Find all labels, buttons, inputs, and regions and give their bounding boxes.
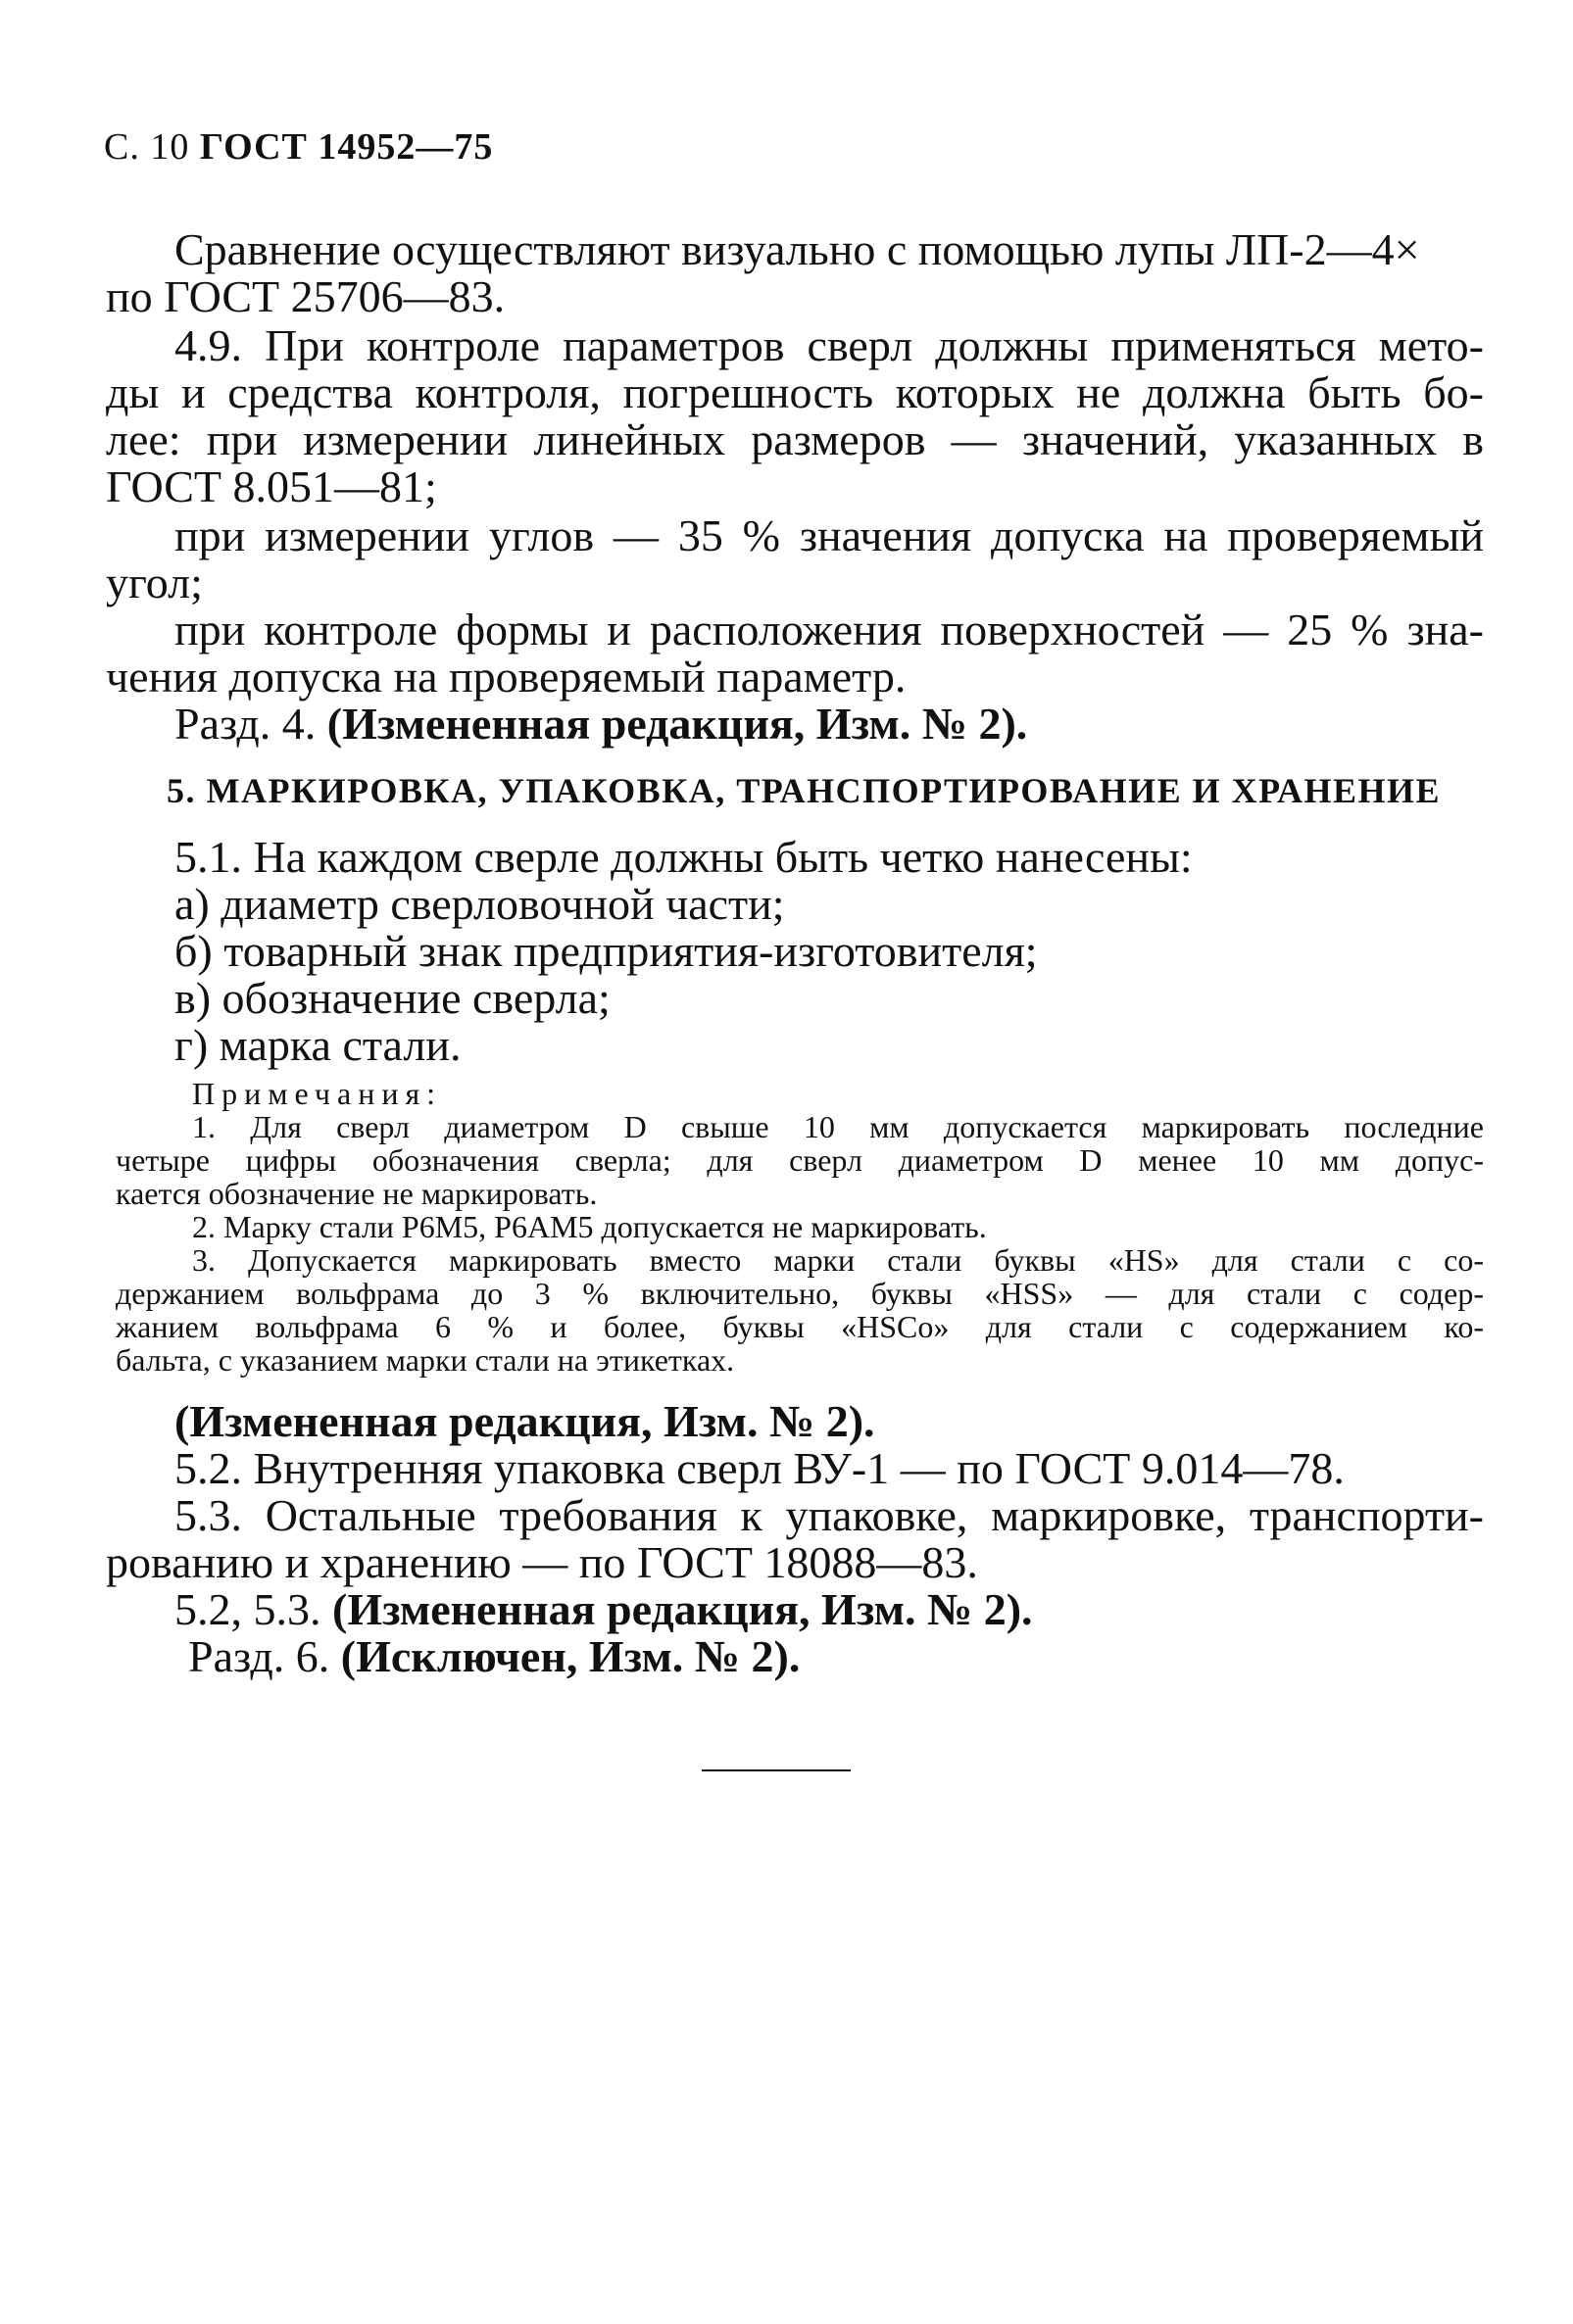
- body-line: лее: при измерении линейных размеров — значений, указанных в: [106, 414, 1484, 464]
- note-line: 2. Марку стали Р6М5, Р6АМ5 допускается не маркировать.: [192, 1209, 987, 1244]
- amendment-note: (Измененная редакция, Изм. № 2).: [174, 1396, 875, 1446]
- note-line: жанием вольфрама 6 % и более, буквы «HSCo» для стали с содержанием ко-: [116, 1309, 1484, 1344]
- list-item: в) обозначение сверла;: [174, 973, 611, 1023]
- list-item: б) товарный знак предприятия-изготовителя;: [174, 926, 1038, 976]
- amendment-note: 5.2, 5.3. (Измененная редакция, Изм. № 2).: [174, 1584, 1033, 1634]
- body-line: Сравнение осуществляют визуально с помощью лупы ЛП-2—4×: [174, 224, 1420, 274]
- clause-4-9: 4.9. При контроле параметров сверл должны применяться мето-: [174, 320, 1484, 370]
- note-line: кается обозначение не маркировать.: [116, 1176, 598, 1211]
- page-header: [104, 125, 493, 169]
- note-line: четыре цифры обозначения сверла; для сверл диаметром D менее 10 мм допус-: [116, 1142, 1484, 1178]
- note-line: держанием вольфрама до 3 % включительно, буквы «HSS» — для стали с содер-: [116, 1276, 1484, 1311]
- end-rule: [702, 1769, 851, 1771]
- body-line: при контроле формы и расположения поверхностей — 25 % зна-: [174, 605, 1484, 654]
- section-heading: 5. МАРКИРОВКА, УПАКОВКА, ТРАНСПОРТИРОВАНИЕ И ХРАНЕНИЕ: [167, 771, 1442, 810]
- body-line: чения допуска на проверяемый параметр.: [106, 652, 907, 702]
- body-line: ГОСТ 8.051—81;: [106, 461, 437, 511]
- page-number: С. 10: [104, 126, 190, 168]
- notes-title: Примечания:: [192, 1076, 443, 1111]
- note-line: 1. Для сверл диаметром D свыше 10 мм допускается маркировать последние: [192, 1109, 1484, 1144]
- note-line: 3. Допускается маркировать вместо марки стали буквы «HS» для стали с со-: [192, 1242, 1484, 1278]
- clause-5-2: 5.2. Внутренняя упаковка сверл ВУ-1 — по ГОСТ 9.014—78.: [174, 1443, 1345, 1493]
- body-line: ды и средства контроля, погрешность которых не должна быть бо-: [106, 367, 1484, 417]
- list-item: а) диаметр сверловочной части;: [174, 879, 785, 929]
- amendment-note: Разд. 4. (Измененная редакция, Изм. № 2).: [174, 699, 1028, 749]
- body-line: угол;: [106, 557, 203, 607]
- amendment-note: Разд. 6. (Исключен, Изм. № 2).: [188, 1631, 801, 1681]
- note-line: бальта, с указанием марки стали на этикетках.: [116, 1342, 735, 1378]
- list-item: г) марка стали.: [174, 1020, 462, 1070]
- standard-id: ГОСТ 14952—75: [199, 126, 494, 168]
- clause-5-1: 5.1. На каждом сверле должны быть четко нанесены:: [174, 832, 1193, 882]
- body-line: рованию и хранению — по ГОСТ 18088—83.: [106, 1537, 978, 1587]
- clause-5-3: 5.3. Остальные требования к упаковке, маркировке, транспорти-: [174, 1490, 1484, 1540]
- body-line: при измерении углов — 35 % значения допуска на проверяемый: [174, 510, 1484, 560]
- body-line: по ГОСТ 25706—83.: [106, 271, 506, 321]
